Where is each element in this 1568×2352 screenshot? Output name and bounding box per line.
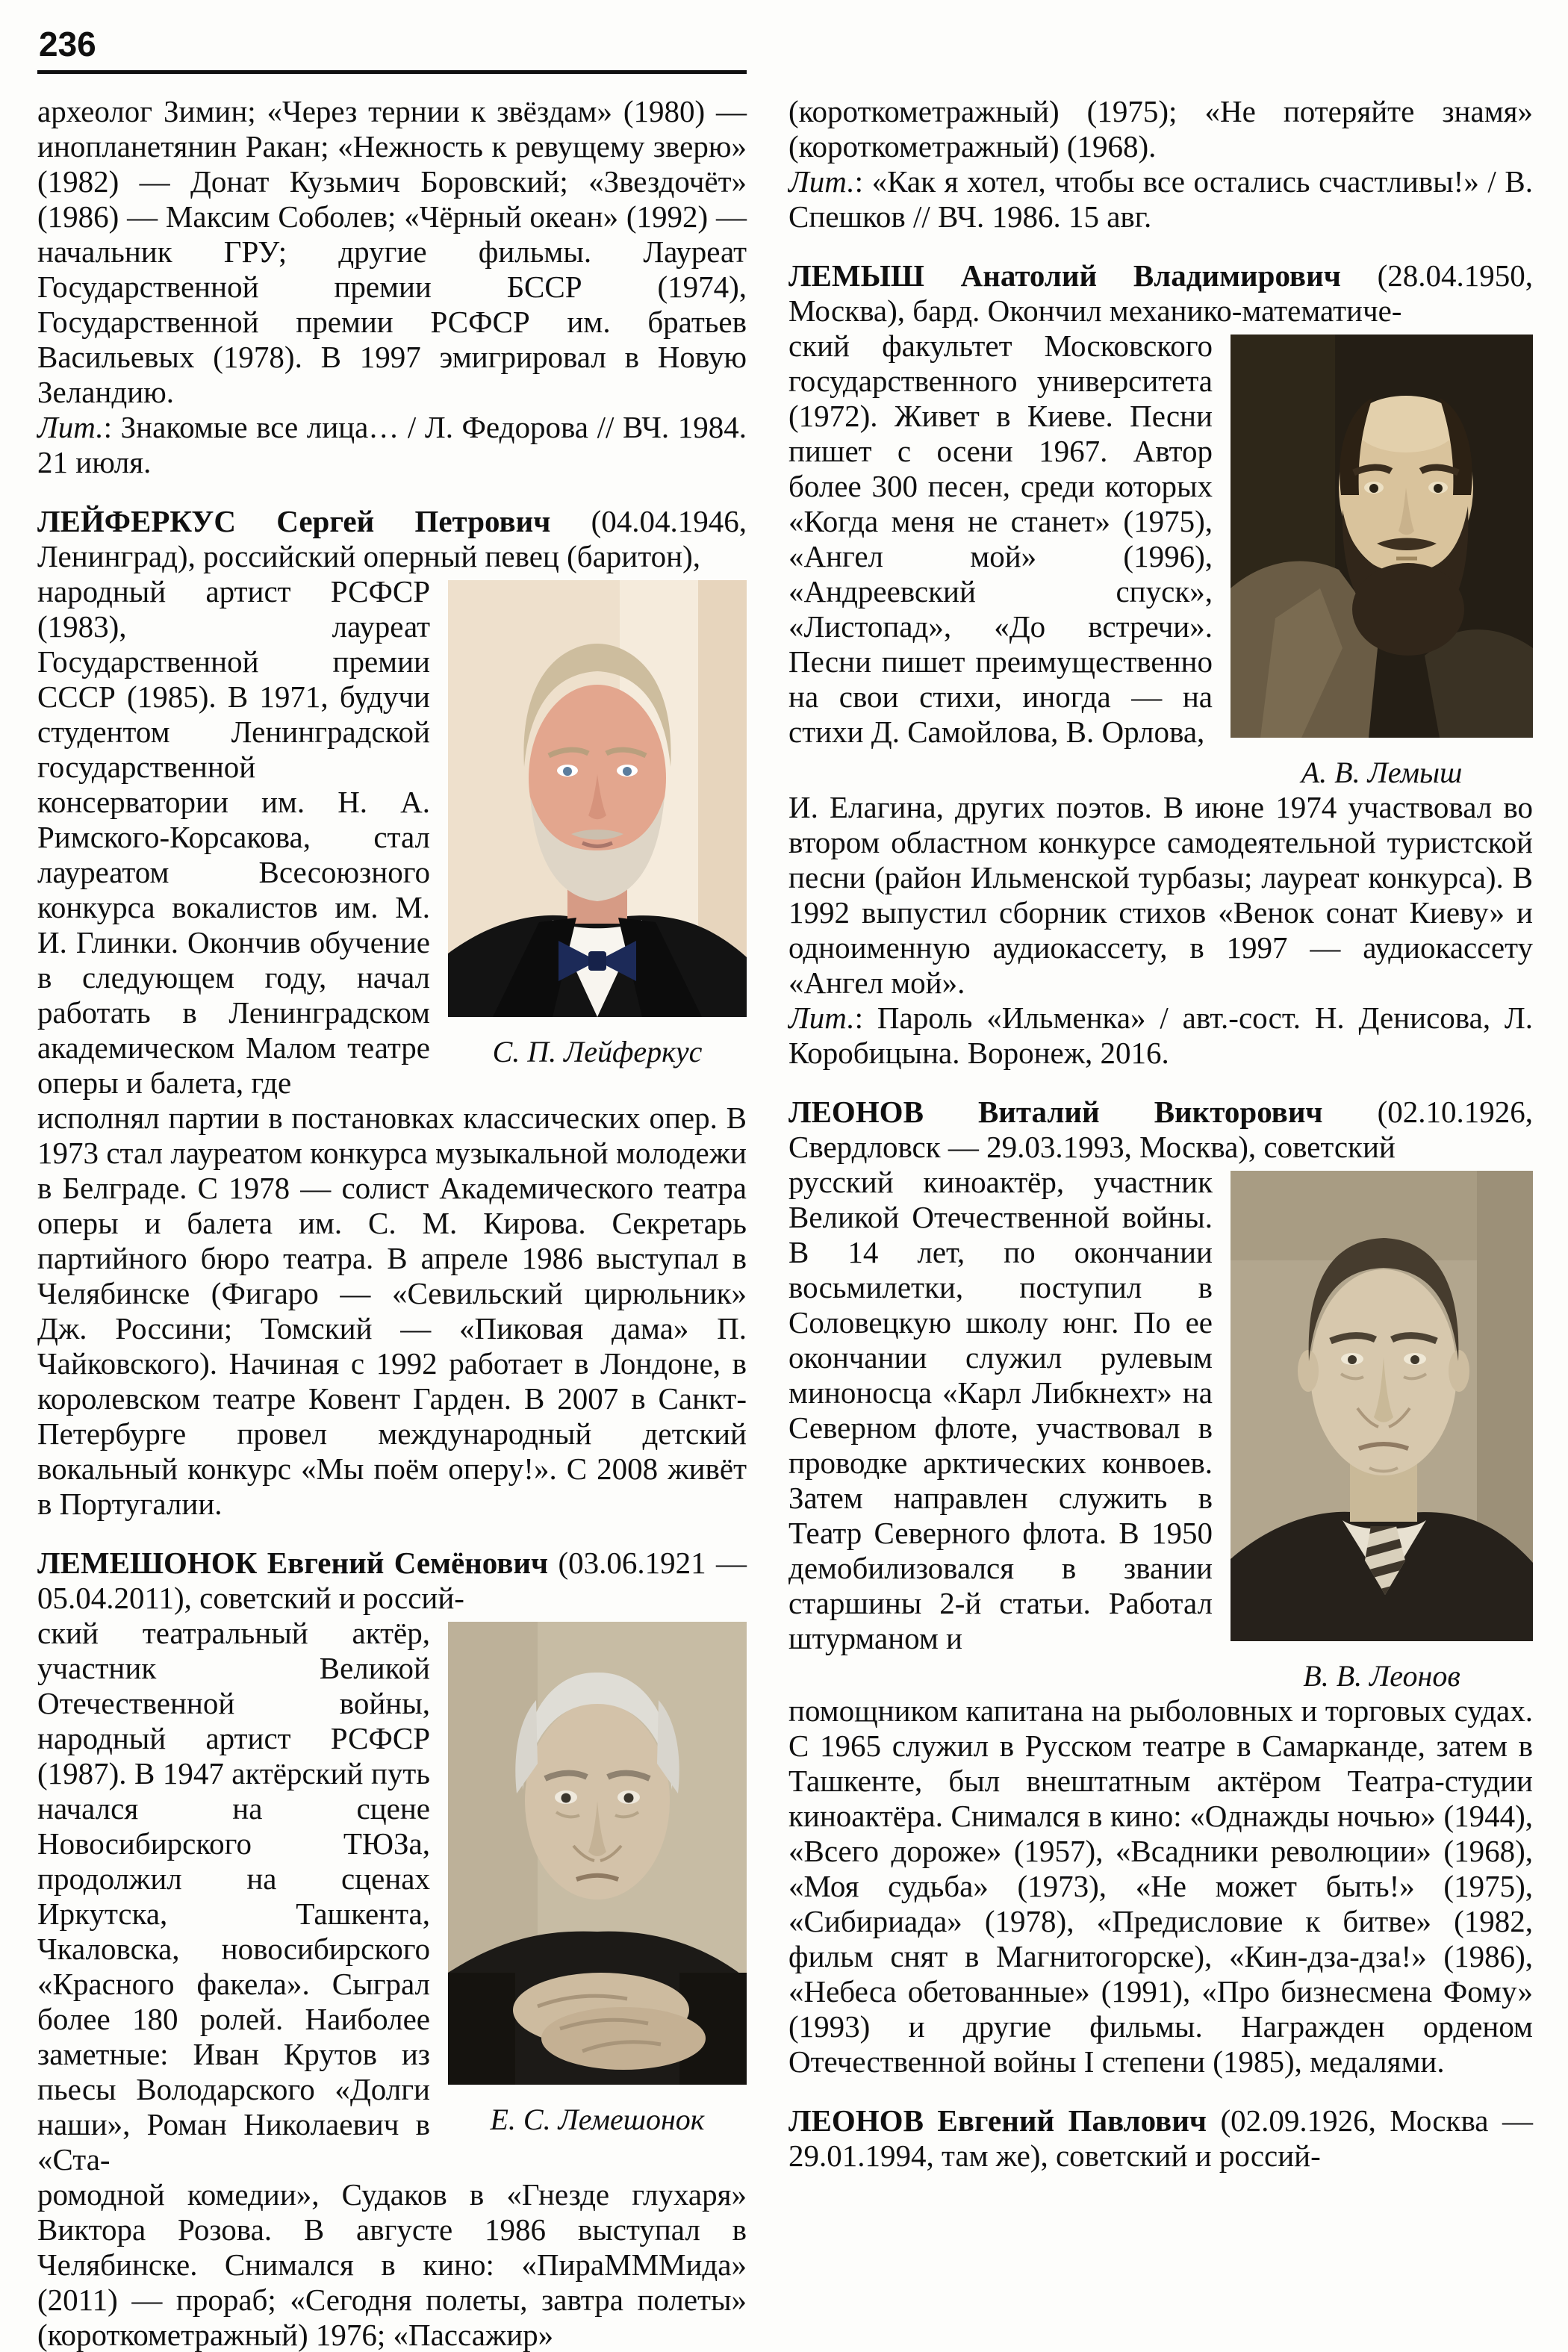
right-column bbox=[788, 94, 1533, 2174]
entry-intro-text: (28.04.1950, Москва), бард. Окончил механико-математиче- bbox=[788, 258, 1533, 328]
photo-caption: С. П. Лейферкус bbox=[492, 1035, 703, 1068]
literature-label: Лит. bbox=[788, 164, 855, 199]
entry-body-wide: ромодной комедии», Судаков в «Гнезде глухаря» Виктора Розова. В августе 1986 выступал в Челябинске. Снимался в кино: «ПираМММида» (2011) — прораб; «Сегодня полеты, завтра полеты» (короткометражный) 1976; «Пассажир» bbox=[37, 2177, 747, 2352]
literature-label: Лит. bbox=[37, 410, 104, 444]
portrait-illustration bbox=[1231, 1171, 1533, 1641]
entry-photo-row bbox=[788, 1165, 1533, 1693]
page-number: 236 bbox=[39, 25, 96, 63]
literature-note bbox=[37, 410, 747, 480]
entry-leonov-evgeny bbox=[788, 2103, 1533, 2174]
literature-note bbox=[788, 164, 1533, 234]
entry-leonov-vitaly bbox=[788, 1095, 1533, 2079]
literature-label: Лит. bbox=[788, 1001, 855, 1035]
lemeshonok-portrait-photo bbox=[448, 1622, 747, 2085]
photo-caption: А. В. Лемыш bbox=[1301, 756, 1463, 789]
entry-body-narrow: ский факультет Московского государственного университета (1972). Живет в Киеве. Песни пишет с осени 1967. Автор более 300 песен, среди которых «Когда меня не станет» (1975), «Ангел мой» (1996), «Андреевский спуск», «Листопад», «До встречи». Песни пишет преимущественно на свои стихи, иногда — на стихи Д. Самойлова, В. Орлова, bbox=[788, 329, 1213, 749]
entry-body-narrow: ский театральный актёр, участник Великой Отечественной войны, народный артист РСФСР (1987). В 1947 актёрский путь начался на сцене Новосибирского ТЮЗа, продолжил на сценах Иркутска, Ташкента, Чкаловска, новосибирского «Красного факела». Сыграл более 180 ролей. Наиболее заметные: Иван Крутов из пьесы Володарского «Долги наши», Роман Николаевич в «Ста- bbox=[37, 1616, 430, 2177]
entry-intro-text: (02.10.1926, Свердловск — 29.03.1993, Москва), советский bbox=[788, 1095, 1533, 1164]
literature-text: : Знакомые все лица… / Л. Федорова // ВЧ. 1984. 21 июля. bbox=[37, 410, 747, 479]
entry-headword: ЛЕМЕШОНОК Евгений Семёнович bbox=[37, 1546, 549, 1580]
entry-lemeshonok bbox=[37, 1546, 747, 2352]
literature-text: : «Как я хотел, чтобы все остались счастливы!» / В. Спешков // ВЧ. 1986. 15 авг. bbox=[788, 164, 1533, 234]
continuation-paragraph: археолог Зимин; «Через тернии к звёздам» (1980) — инопланетянин Ракан; «Нежность к ревущему зверю» (1982) — Донат Кузьмич Боровский; «Звездочёт» (1986) — Максим Соболев; «Чёрный океан» (1992) — начальник ГРУ; другие фильмы. Лауреат Государственной премии БССР (1974), Государственной премии РСФСР им. братьев Васильевых (1978). В 1997 эмигрировал в Новую Зеландию. bbox=[37, 94, 747, 409]
entry-headword: ЛЕОНОВ Евгений Павлович bbox=[788, 2103, 1207, 2138]
entry-intro-text: (03.06.1921 — 05.04.2011), советский и россий- bbox=[37, 1546, 747, 1615]
entry-intro bbox=[788, 1095, 1533, 1165]
entry-lemysh bbox=[788, 258, 1533, 1071]
entry-headword: ЛЕЙФЕРКУС Сергей Петрович bbox=[37, 504, 551, 538]
lemeshonok-figure bbox=[448, 1616, 747, 2137]
entry-photo-row bbox=[788, 329, 1533, 790]
entry-body-narrow: русский киноактёр, участник Великой Отечественной войны. В 14 лет, по окончании восьмилетки, поступил в Соловецкую школу юнг. По ее окончании служил рулевым миноносца «Карл Либкнехт» на Северном флоте, участвовал в проводке арктических конвоев. Затем направлен служить в Театр Северного флота. В 1950 демобилизовался в звании старшины 2-й статьи. Работал штурманом и bbox=[788, 1165, 1213, 1655]
leonov-figure bbox=[1231, 1165, 1533, 1693]
lemysh-portrait-photo bbox=[1231, 335, 1533, 738]
leyferkus-portrait-photo bbox=[448, 580, 747, 1017]
entry-photo-row bbox=[37, 574, 747, 1101]
entry-intro-text: (04.04.1946, Ленинград), российский оперный певец (баритон), bbox=[37, 504, 747, 573]
leyferkus-figure bbox=[448, 574, 747, 1069]
entry-body-wide: И. Елагина, других поэтов. В июне 1974 участвовал во втором областном конкурсе самодеятельной туристской песни (район Ильменской турбазы; лауреат конкурса). В 1992 выпустил сборник стихов «Венок сонат Киеву» и одноименную аудиокассету, в 1997 — аудиокассету «Ангел мой». bbox=[788, 790, 1533, 1000]
entry-leyferkus bbox=[37, 504, 747, 1522]
header-rule bbox=[37, 70, 747, 74]
lemysh-figure bbox=[1231, 329, 1533, 790]
entry-intro-text: (02.09.1926, Москва — 29.01.1994, там же), советский и россий- bbox=[788, 2103, 1533, 2173]
entry-headword: ЛЕОНОВ Виталий Викторович bbox=[788, 1095, 1323, 1129]
entry-intro bbox=[37, 504, 747, 574]
portrait-illustration bbox=[448, 580, 747, 1017]
portrait-illustration bbox=[448, 1622, 747, 2085]
continuation-paragraph: (короткометражный) (1975); «Не потеряйте знамя» (короткометражный) (1968). bbox=[788, 94, 1533, 164]
literature-text: : Пароль «Ильменка» / авт.-сост. Н. Денисова, Л. Коробицына. Воронеж, 2016. bbox=[788, 1001, 1533, 1070]
entry-body-wide: помощником капитана на рыболовных и торговых судах. С 1965 служил в Русском театре в Самарканде, затем в Ташкенте, был внештатным актёром Театра-студии киноактёра. Снимался в кино: «Однажды ночью» (1944), «Всего дороже» (1957), «Всадники революции» (1968), «Моя судьба» (1973), «Не может быть!» (1975), «Сибириада» (1978), «Предисловие к битве» (1982, фильм снят в Магнитогорске), «Кин-дза-дза!» (1986), «Небеса обетованные» (1991), «Про бизнесмена Фому» (1993) и другие фильмы. Награжден орденом Отечественной войны I степени (1985), медалями. bbox=[788, 1693, 1533, 2079]
entry-photo-row bbox=[37, 1616, 747, 2177]
photo-caption: В. В. Леонов bbox=[1303, 1659, 1460, 1693]
entry-intro bbox=[788, 2103, 1533, 2174]
entry-body-narrow: народный артист РСФСР (1983), лауреат Государственной премии СССР (1985). В 1971, будучи студентом Ленинградской государственной консерватории им. Н. А. Римского-Корсакова, стал лауреатом Всесоюзного конкурса вокалистов им. М. И. Глинки. Окончив обучение в следующем году, начал работать в Ленинградском академическом Малом театре оперы и балета, где bbox=[37, 574, 430, 1100]
leonov-portrait-photo bbox=[1231, 1171, 1533, 1641]
entry-headword: ЛЕМЫШ Анатолий Владимирович bbox=[788, 258, 1341, 293]
left-column bbox=[37, 94, 747, 2352]
entry-intro bbox=[37, 1546, 747, 1616]
photo-caption: Е. С. Лемешонок bbox=[490, 2103, 705, 2136]
entry-body-wide: исполнял партии в постановках классических опер. В 1973 стал лауреатом конкурса музыкальной молодежи в Белграде. С 1978 — солист Академического театра оперы и балета им. С. М. Кирова. Секретарь партийного бюро театра. В апреле 1986 выступал в Челябинске (Фигаро — «Севильский цирюльник» Дж. Россини; Томский — «Пиковая дама» П. Чайковского). Начиная с 1992 работает в Лондоне, в королевском театре Ковент Гарден. В 2007 в Санкт-Петербурге провел международный детский вокальный конкурс «Мы поём оперу!». С 2008 живёт в Португалии. bbox=[37, 1101, 747, 1521]
literature-note bbox=[788, 1001, 1533, 1071]
entry-intro bbox=[788, 258, 1533, 329]
portrait-illustration bbox=[1231, 335, 1533, 738]
